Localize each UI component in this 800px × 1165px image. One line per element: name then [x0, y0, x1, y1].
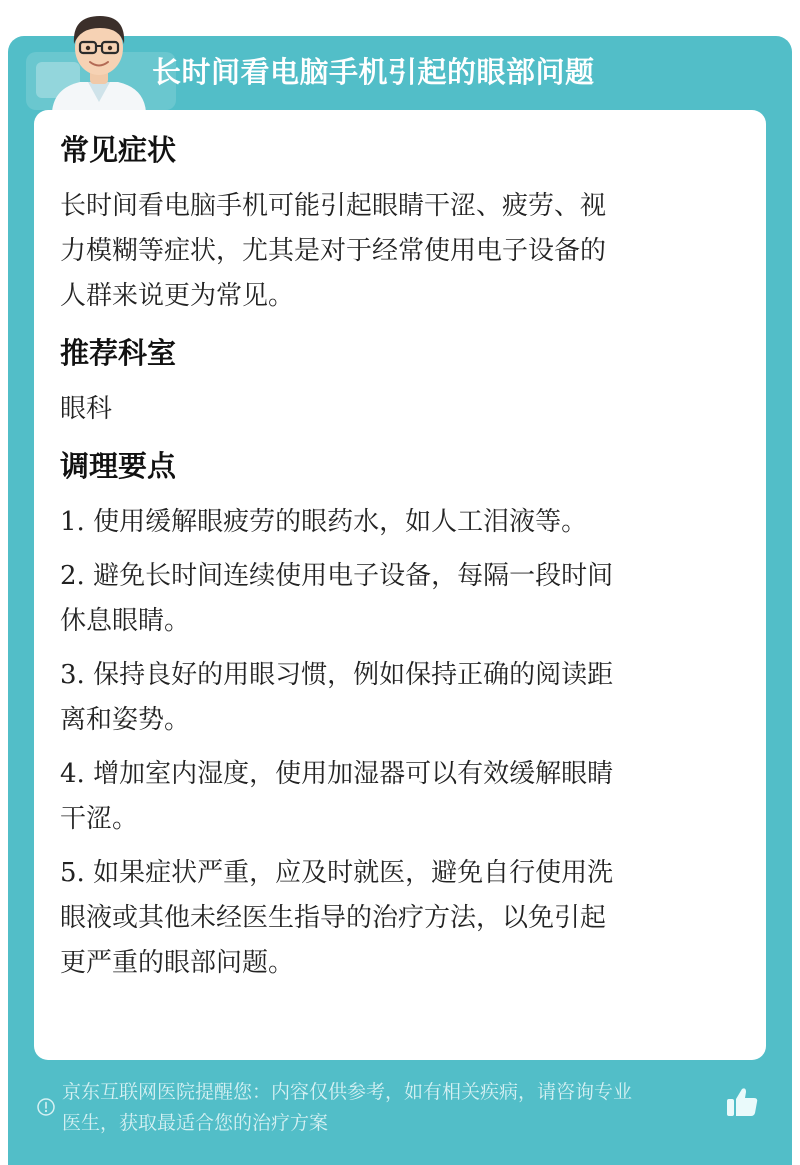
symptoms-line-2: 力模糊等症状，尤其是对于经常使用电子设备的 — [60, 236, 607, 266]
section-symptoms — [60, 130, 730, 319]
list-item — [60, 500, 730, 545]
list-item-text: 休息眼睛。 — [60, 606, 191, 636]
section-title-care-tips: 调理要点 — [60, 449, 177, 483]
list-item-text: 离和姿势。 — [60, 705, 191, 735]
list-item-number: 4. — [60, 759, 85, 789]
symptoms-line-3: 人群来说更为常见。 — [60, 281, 295, 311]
content-area — [60, 130, 730, 986]
list-item — [60, 653, 730, 743]
list-item-text: 眼液或其他未经医生指导的治疗方法，以免引起 — [60, 903, 607, 933]
list-item-text: 干涩。 — [60, 804, 139, 834]
symptoms-line-1: 长时间看电脑手机可能引起眼睛干涩、疲劳、视 — [60, 191, 607, 221]
info-icon — [36, 1097, 56, 1117]
list-item-text: 保持良好的用眼习惯，例如保持正确的阅读距 — [93, 660, 614, 690]
disclaimer-line-2: 医生，获取最适合您的治疗方案 — [62, 1112, 329, 1134]
list-item-number: 2. — [60, 561, 85, 591]
section-care-tips — [60, 446, 730, 986]
list-item-text: 避免长时间连续使用电子设备，每隔一段时间 — [93, 561, 614, 591]
list-item-text: 增加室内湿度，使用加湿器可以有效缓解眼睛 — [93, 759, 614, 789]
page-title: 长时间看电脑手机引起的眼部问题 — [152, 55, 595, 89]
disclaimer-line-1: 京东互联网医院提醒您：内容仅供参考，如有相关疾病，请咨询专业 — [62, 1081, 633, 1103]
section-department — [60, 333, 730, 432]
department-value: 眼科 — [60, 394, 113, 424]
list-item-number: 5. — [60, 858, 85, 888]
list-item-text: 使用缓解眼疲劳的眼药水，如人工泪液等。 — [93, 507, 588, 537]
disclaimer — [62, 1077, 728, 1139]
list-item-text: 更严重的眼部问题。 — [60, 948, 295, 978]
section-title-department: 推荐科室 — [60, 336, 177, 370]
list-item-number: 3. — [60, 660, 85, 690]
list-item-text: 如果症状严重，应及时就医，避免自行使用洗 — [93, 858, 614, 888]
list-item-number: 1. — [60, 507, 85, 537]
list-item — [60, 554, 730, 644]
list-item — [60, 851, 730, 986]
doctor-avatar — [44, 6, 154, 112]
list-item — [60, 752, 730, 842]
thumbs-up-icon[interactable] — [724, 1084, 760, 1120]
section-title-symptoms: 常见症状 — [60, 133, 177, 167]
